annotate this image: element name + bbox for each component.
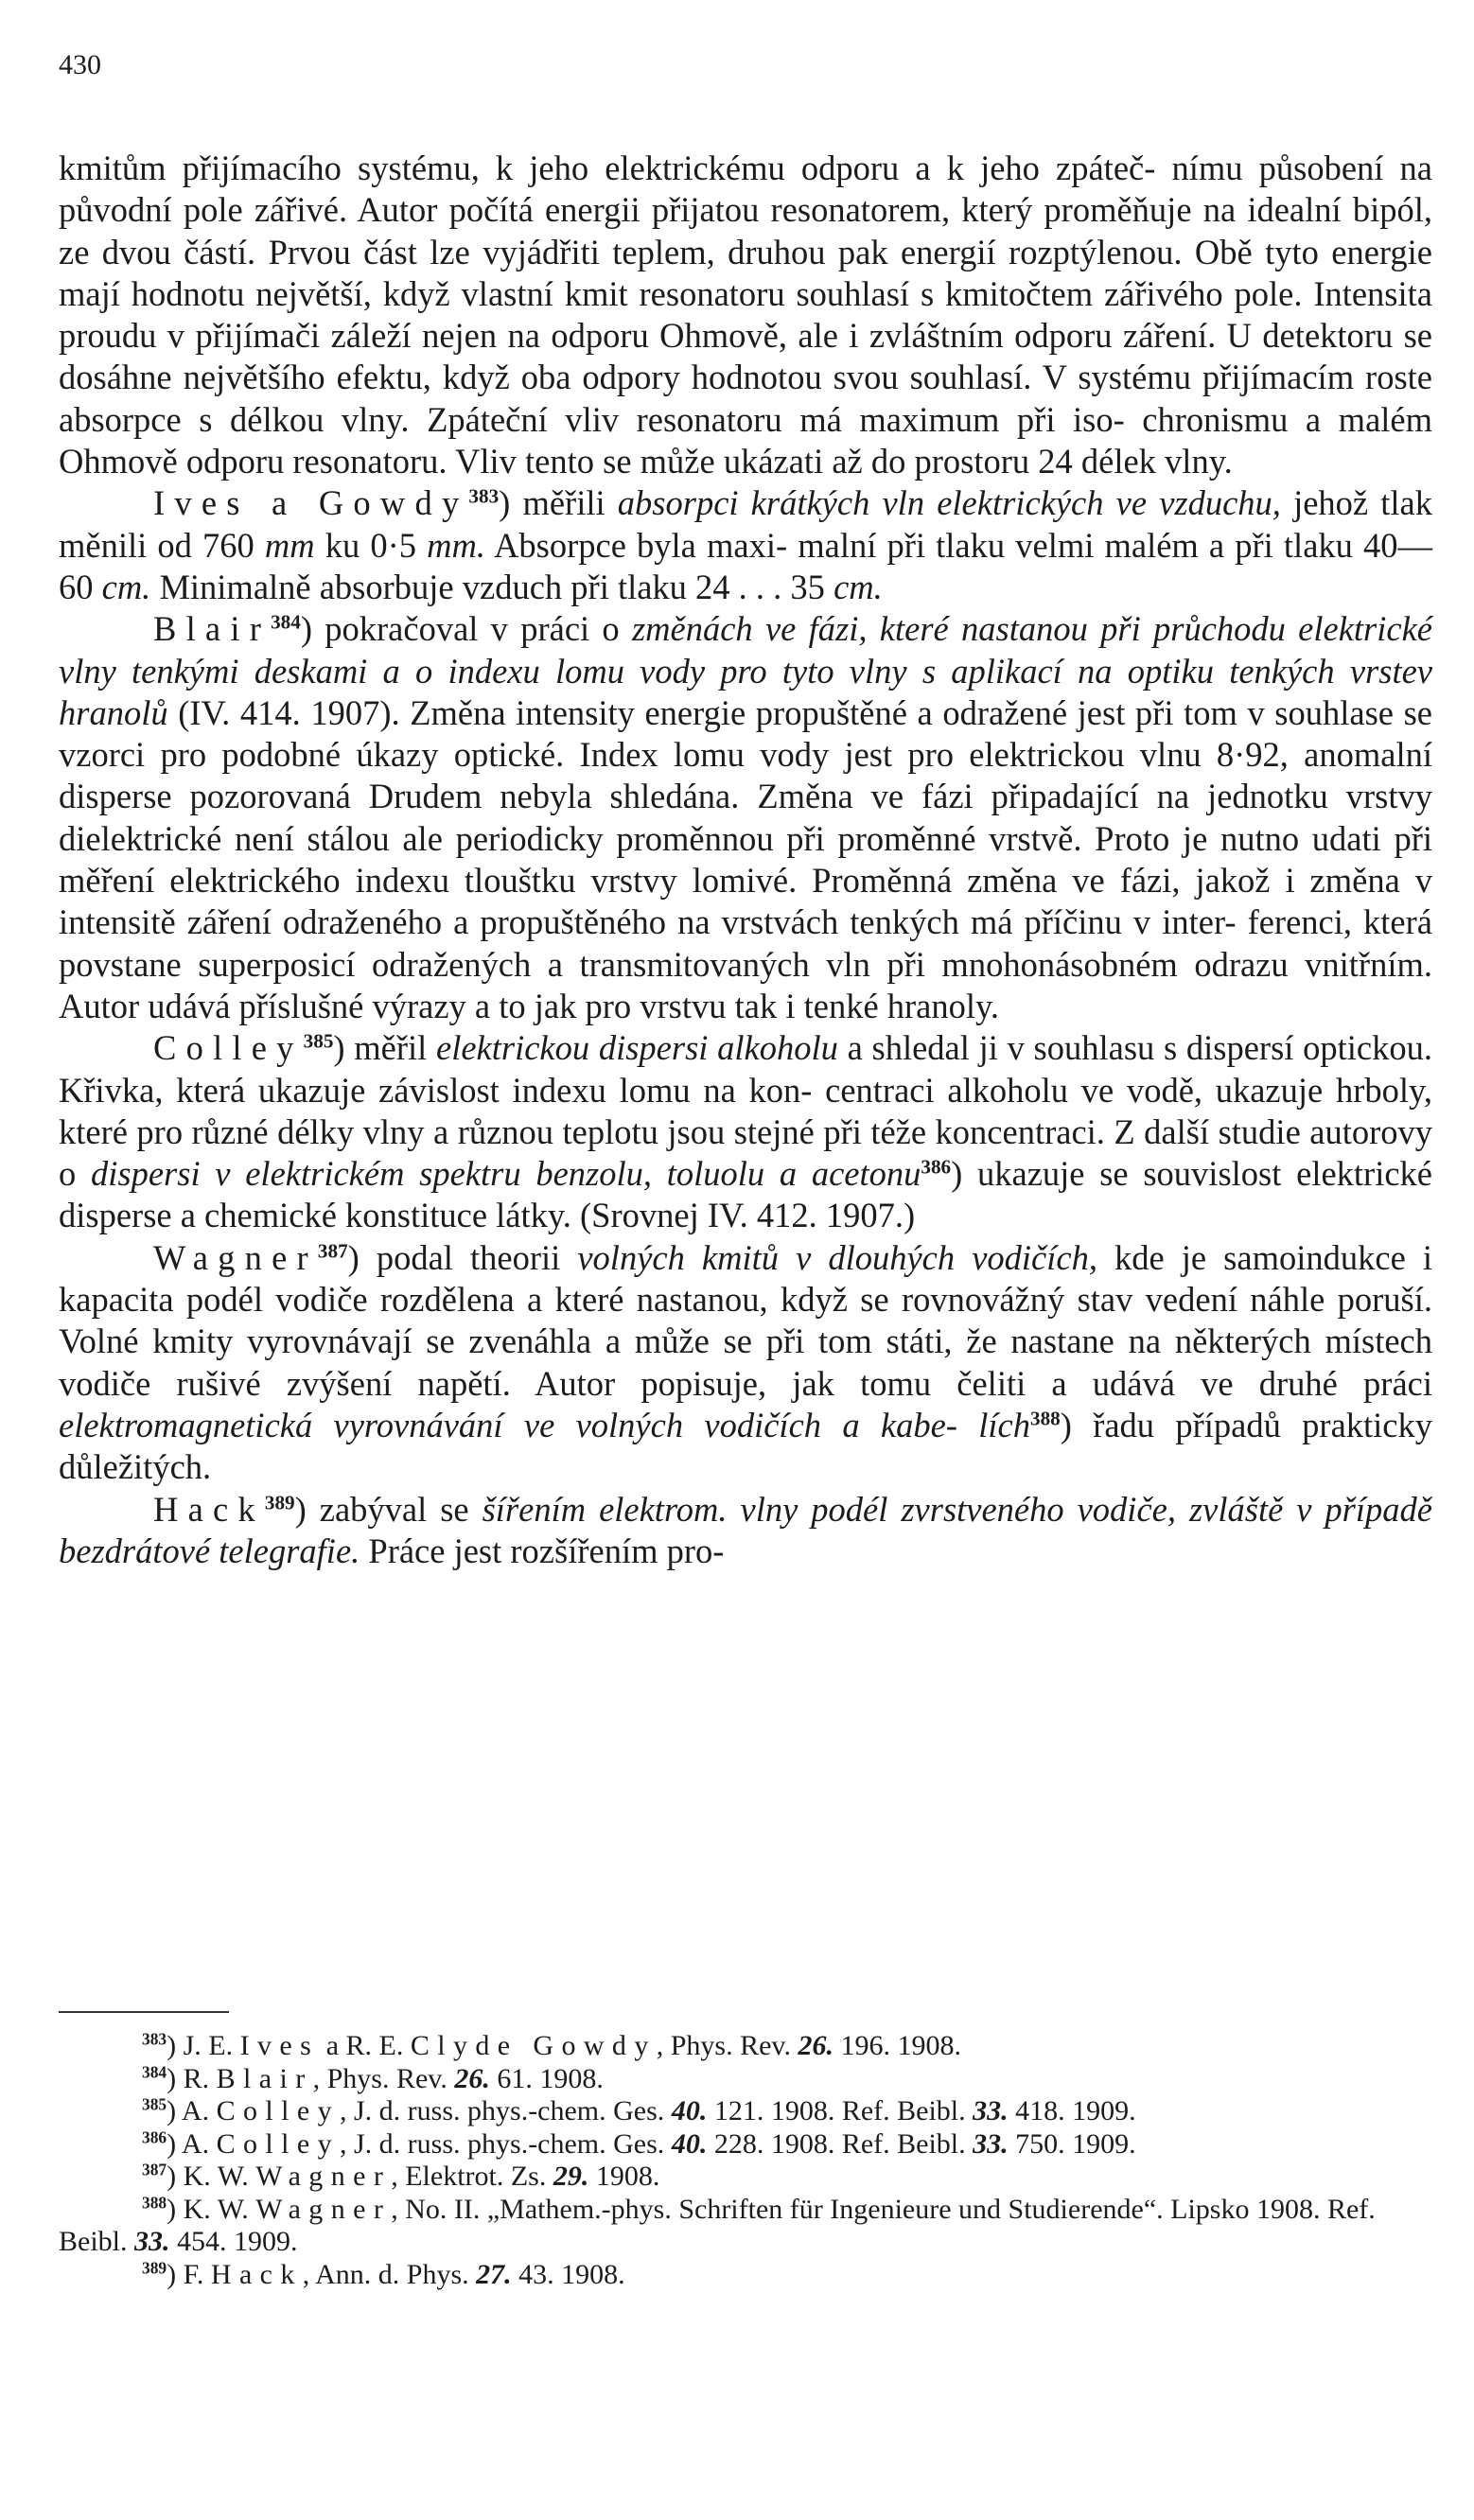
text-run: 196. 1908.: [833, 2030, 961, 2061]
footnote: [59, 2030, 1432, 2063]
text-run: ) R.: [167, 2062, 217, 2094]
text-run: ) měřil: [333, 1028, 436, 1068]
text-run: , J. d. russ. phys.-chem. Ges.: [340, 2127, 672, 2160]
italic-text: mm: [264, 525, 315, 565]
text-run: ) K. W.: [167, 2193, 256, 2225]
spaced-name: Blair: [153, 609, 272, 649]
italic-text: mm.: [427, 525, 485, 565]
spaced-name: Hack: [210, 2258, 303, 2290]
text-run: ) řadu případů prakticky důležitých.: [59, 1405, 1433, 1487]
text-run: ) K. W.: [167, 2161, 256, 2192]
footnote-ref: 387: [317, 1239, 348, 1263]
text-run: , J. d. russ. phys.-chem. Ges.: [340, 2095, 672, 2126]
spaced-name: Wagner: [255, 2193, 392, 2225]
text-run: ku 0·5: [314, 525, 428, 565]
text-run: ) F.: [167, 2258, 211, 2290]
footnote-ref: 385: [303, 1029, 334, 1053]
text-run: ) A.: [167, 2095, 217, 2126]
footnote-ref: 383: [468, 484, 500, 508]
paragraph: [59, 608, 1432, 1027]
footnote-divider: [59, 2011, 229, 2013]
footnote: [59, 2128, 1432, 2161]
text-run: ) pokračoval v práci o: [300, 609, 632, 649]
text-run: , Ann. d. Phys.: [302, 2258, 477, 2290]
paragraph: [59, 1237, 1432, 1489]
italic-text: 27.: [476, 2258, 512, 2290]
italic-text: 26.: [798, 2030, 834, 2061]
text-run: , Phys. Rev.: [312, 2062, 455, 2094]
paragraph: [59, 482, 1432, 608]
footnote: [59, 2063, 1432, 2096]
italic-text: 33.: [134, 2226, 170, 2257]
text-run: (IV. 414. 1907). Změna intensity energie propuštěné a odražené jest při tom v souhlase se vzorci pro podobné úkazy optické. Index lomu vody jest pro elektrickou vlnu 8·92, anomalní disperse pozorovaná Drudem nebyla shledána. Změna ve fázi připadající na jednotku vrstvy dielektrické není stálou ale periodicky proměnnou při proměnné vrstvě. Proto je nutno udati při měření elektrického indexu tlouštku vrstvy lomivé. Proměnná změna ve fázi, jakož i změna v intensitě záření odraženého a propuštěného na vrstvách tenkých má příčinu v inter- ferenci, která povstane superposicí odražených a transmitovaných vln při mnohonásobném odrazu vnitřním. Autor udává příslušné výrazy a to jak pro vrstvu tak i tenké hranoly.: [59, 692, 1432, 1025]
footnote-ref: 389: [264, 1490, 295, 1514]
text-run: ) podal theorii: [347, 1237, 578, 1277]
text-run: 121. 1908. Ref. Beibl.: [707, 2095, 974, 2126]
text-run: a shledal ji v souhlasu s dispersí optickou. Křivka, která ukazuje závislost indexu lomu na kon- centraci alkoholu ve vodě, ukazuje hrboly, které pro různé délky vlny a různou teplotu jsou stejné při téže koncentraci. Z další studie autorovy o: [59, 1028, 1432, 1194]
footnote-ref: 385: [142, 2094, 167, 2114]
text-run: kde je samoindukce i kapacita podél vodiče rozdělena a které nastanou, když se rovnovážný stav vedení náhle poruší. Volné kmity vyrovnávají se zvenáhla a může se při tom státi, že nastane na některých místech vodiče rušivé zvýšení napětí. Autor popisuje, jak tomu čeliti a udává ve druhé práci: [59, 1237, 1432, 1403]
italic-text: 26.: [454, 2062, 490, 2094]
text-run: jehož tlak měnili od 760: [59, 483, 1432, 565]
spaced-name: Blair: [216, 2062, 313, 2094]
footnote-ref: 389: [142, 2258, 167, 2278]
text-run: ) J. E.: [167, 2030, 240, 2061]
paragraph: [59, 1489, 1432, 1573]
text-run: 228. 1908. Ref. Beibl.: [707, 2127, 974, 2160]
spaced-name: Wagner: [153, 1237, 318, 1277]
text-run: ) ukazuje se souvislost elektrické disperse a chemické konstituce látky. (Srovnej IV. 412. 1907.): [59, 1154, 1432, 1235]
italic-text: 33.: [973, 2095, 1009, 2126]
body-text: [59, 148, 1432, 1572]
spaced-name: Ives a Gowdy: [153, 483, 469, 523]
footnote-ref: 386: [142, 2127, 167, 2147]
spaced-name: Ives: [239, 2030, 320, 2061]
text-run: 418. 1909.: [1008, 2095, 1136, 2126]
page-number: 430: [59, 49, 101, 80]
spaced-name: Colley: [153, 1028, 304, 1068]
italic-text: šířením elektrom. vlny podél zvrstveného vodiče, zvláště v případě bezdrátové telegrafie.: [59, 1489, 1432, 1570]
text-run: Práce jest rozšířením pro-: [360, 1531, 725, 1570]
italic-text: elektromagnetická vyrovnávání ve volných vodičích a kabe- lích: [59, 1405, 1030, 1444]
footnote-ref: 384: [142, 2062, 167, 2082]
footnote: [59, 2095, 1432, 2128]
text-run: ) měřili: [499, 483, 618, 523]
italic-text: 40.: [671, 2127, 708, 2160]
italic-text: volných kmitů v dlouhých vodičích,: [577, 1237, 1097, 1277]
italic-text: elektrickou dispersi alkoholu: [436, 1028, 838, 1068]
footnote-ref: 388: [142, 2193, 167, 2213]
spaced-name: Wagner: [255, 2161, 392, 2192]
spaced-name: Hack: [153, 1489, 265, 1529]
italic-text: cm.: [101, 567, 151, 606]
footnote: [59, 2259, 1432, 2292]
footnote: [59, 2194, 1432, 2259]
spaced-name: Colley: [216, 2095, 340, 2126]
footnote: [59, 2161, 1432, 2194]
text-run: ) A.: [167, 2127, 217, 2160]
paragraph: [59, 1027, 1432, 1236]
italic-text: absorpci krátkých vln elektrických ve vzduchu,: [617, 483, 1281, 523]
text-run: 1908.: [588, 2161, 660, 2192]
italic-text: 40.: [671, 2095, 708, 2126]
text-run: 454. 1909.: [169, 2226, 298, 2257]
italic-text: 29.: [553, 2161, 589, 2192]
italic-text: 33.: [973, 2127, 1009, 2160]
footnotes: [59, 2030, 1432, 2291]
text-run: ) zabýval se: [294, 1489, 483, 1529]
text-run: kmitům přijímacího systému, k jeho elektrickému odporu a k jeho zpáteč- nímu působení na původní pole zářivé. Autor počítá energii přijatou resonatorem, který proměňuje na idealní bipól, ze dvou částí. Prvou část lze vyjádřiti teplem, druhou pak energií rozptýlenou. Obě tyto energie mají hodnotu největší, když vlastní kmit resonatoru souhlasí s kmitočtem zářivého pole. Intensita proudu v přijímači záleží nejen na odporu Ohmově, ale i zvláštním odporu záření. U detektoru se dosáhne největšího efektu, když oba odpory hodnotou svou souhlasí. V systému přijímacím roste absorpce s délkou vlny. Zpáteční vliv resonatoru má maximum při iso- chronismu a malém Ohmově odporu resonatoru. Vliv tento se může ukázati až do prostoru 24 délek vlny.: [59, 149, 1432, 481]
footnote-ref: 388: [1030, 1407, 1061, 1430]
footnote-ref: 387: [142, 2160, 167, 2179]
italic-text: cm.: [834, 567, 883, 606]
paragraph: [59, 148, 1432, 482]
text-run: a R. E.: [319, 2030, 411, 2061]
footnote-ref: 384: [271, 610, 301, 634]
text-run: , Elektrot. Zs.: [391, 2161, 553, 2192]
spaced-name: Clyde Gowdy: [410, 2030, 657, 2061]
text-run: 61. 1908.: [489, 2062, 604, 2094]
text-run: 750. 1909.: [1008, 2127, 1136, 2160]
footnote-ref: 383: [142, 2029, 167, 2049]
spaced-name: Colley: [216, 2127, 340, 2160]
text-run: , Phys. Rev.: [656, 2030, 798, 2061]
text-run: Minimalně absorbuje vzduch při tlaku 24 . . . 35: [150, 567, 834, 606]
italic-text: dispersi v elektrickém spektru benzolu, toluolu a acetonu: [90, 1154, 921, 1194]
footnote-ref: 386: [921, 1155, 952, 1179]
text-run: , No. II. „Mathem.-phys. Schriften für Ingenieure und Studierende“. Lipsko 1908. Ref. Beibl.: [59, 2193, 1376, 2257]
italic-text: změnách ve fázi, které nastanou při průchodu elektrické vlny tenkými deskami a o indexu lomu vody pro tyto vlny s aplikací na optiku tenkých vrstev hranolů: [59, 609, 1432, 732]
text-run: Absorpce byla maxi- malní při tlaku velmi malém a při tlaku 40—60: [59, 525, 1433, 606]
text-run: 43. 1908.: [511, 2258, 625, 2290]
